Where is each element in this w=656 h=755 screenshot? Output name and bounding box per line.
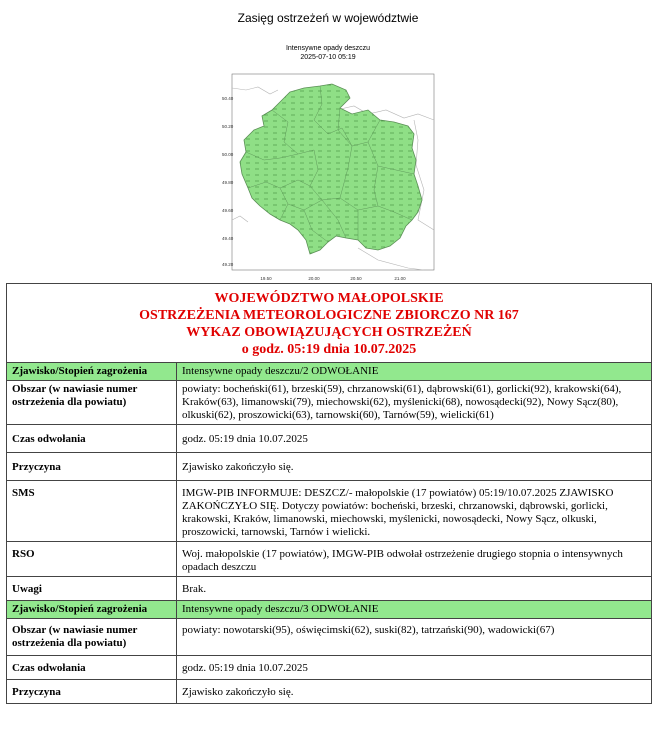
x-tick-label: 20.00 <box>308 276 320 281</box>
y-tick-label: 50.40 <box>222 96 234 101</box>
table-row <box>7 656 652 680</box>
area-label: Obszar (w nawiasie numer ostrzeżenia dla powiatu) <box>7 381 177 425</box>
phenomenon-value: Intensywne opady deszczu/3 ODWOŁANIE <box>177 601 652 619</box>
phenomenon-label: Zjawisko/Stopień zagrożenia <box>7 363 177 381</box>
table-row <box>7 425 652 453</box>
x-tick-label: 21.00 <box>394 276 406 281</box>
y-tick-label: 49.80 <box>222 180 234 185</box>
phenomenon-value: Intensywne opady deszczu/2 ODWOŁANIE <box>177 363 652 381</box>
table-row <box>7 680 652 704</box>
header-region: WOJEWÓDZTWO MAŁOPOLSKIE <box>214 291 444 306</box>
cancel-time-label: Czas odwołania <box>7 425 177 453</box>
map-svg <box>218 70 438 281</box>
rso-value: Woj. małopolskie (17 powiatów), IMGW-PIB odwołał ostrzeżenie drugiego stopnia o intensywnych opadach deszczu <box>177 542 652 577</box>
table-row <box>7 453 652 481</box>
warnings-table <box>6 283 652 704</box>
table-header <box>7 284 652 363</box>
table-header-row <box>7 284 652 363</box>
header-bulletin: OSTRZEŻENIA METEOROLOGICZNE ZBIORCZO NR 167 <box>139 308 519 323</box>
table-row <box>7 601 652 619</box>
sms-label: SMS <box>7 481 177 542</box>
table-row <box>7 381 652 425</box>
x-tick-labels <box>260 276 406 281</box>
area-value: powiaty: nowotarski(95), oświęcimski(62), suski(82), tatrzański(90), wadowicki(67) <box>177 619 652 656</box>
table-row <box>7 577 652 601</box>
reason-value: Zjawisko zakończyło się. <box>177 453 652 481</box>
x-tick-label: 20.50 <box>350 276 362 281</box>
cancel-time-label: Czas odwołania <box>7 656 177 680</box>
page-title: Zasięg ostrzeżeń w województwie <box>237 11 419 25</box>
area-value: powiaty: bocheński(61), brzeski(59), chrzanowski(61), dąbrowski(61), gorlicki(92), krakowski(64), Kraków(63), limanowski(79), miechowski(62), myślenicki(68), nowosądecki(92), Nowy Sącz(80), olkuski(62), proszowicki(63), tarnowski(60), Tarnów(59), wielicki(61) <box>177 381 652 425</box>
reason-label: Przyczyna <box>7 453 177 481</box>
y-tick-label: 50.20 <box>222 124 234 129</box>
rso-label: RSO <box>7 542 177 577</box>
y-tick-label: 49.40 <box>222 236 234 241</box>
cancel-time-value: godz. 05:19 dnia 10.07.2025 <box>177 656 652 680</box>
sms-value: IMGW-PIB INFORMUJE: DESZCZ/- małopolskie (17 powiatów) 05:19/10.07.2025 ZJAWISKO ZAKOŃCZYŁO SIĘ. Dotyczy powiatów: bocheński, brzeski, chrzanowski, dąbrowski, gorlicki, krakowski, Kraków, limanowski, miechowski, myślenicki, nowosądecki, Nowy Sącz, olkuski, proszowicki, tarnowski, Tarnów i wielicki. <box>177 481 652 542</box>
remarks-label: Uwagi <box>7 577 177 601</box>
y-tick-label: 50.00 <box>222 152 234 157</box>
table-row <box>7 542 652 577</box>
remarks-value: Brak. <box>177 577 652 601</box>
phenomenon-label: Zjawisko/Stopień zagrożenia <box>7 601 177 619</box>
reason-label: Przyczyna <box>7 680 177 704</box>
header-list-title: WYKAZ OBOWIĄZUJĄCYCH OSTRZEŻEŃ <box>186 325 472 340</box>
cancel-time-value: godz. 05:19 dnia 10.07.2025 <box>177 425 652 453</box>
table-row <box>7 481 652 542</box>
map-datetime: 2025-07-10 05:19 <box>300 54 356 61</box>
table-row <box>7 363 652 381</box>
header-time: o godz. 05:19 dnia 10.07.2025 <box>241 342 417 357</box>
y-tick-label: 49.20 <box>222 262 234 267</box>
table-row <box>7 619 652 656</box>
area-label: Obszar (w nawiasie numer ostrzeżenia dla powiatu) <box>7 619 177 656</box>
map-title <box>0 44 656 62</box>
map-phenomenon: Intensywne opady deszczu <box>285 45 371 52</box>
y-tick-label: 49.60 <box>222 208 234 213</box>
x-tick-label: 19.50 <box>260 276 272 281</box>
warning-map <box>218 70 438 281</box>
reason-value: Zjawisko zakończyło się. <box>177 680 652 704</box>
